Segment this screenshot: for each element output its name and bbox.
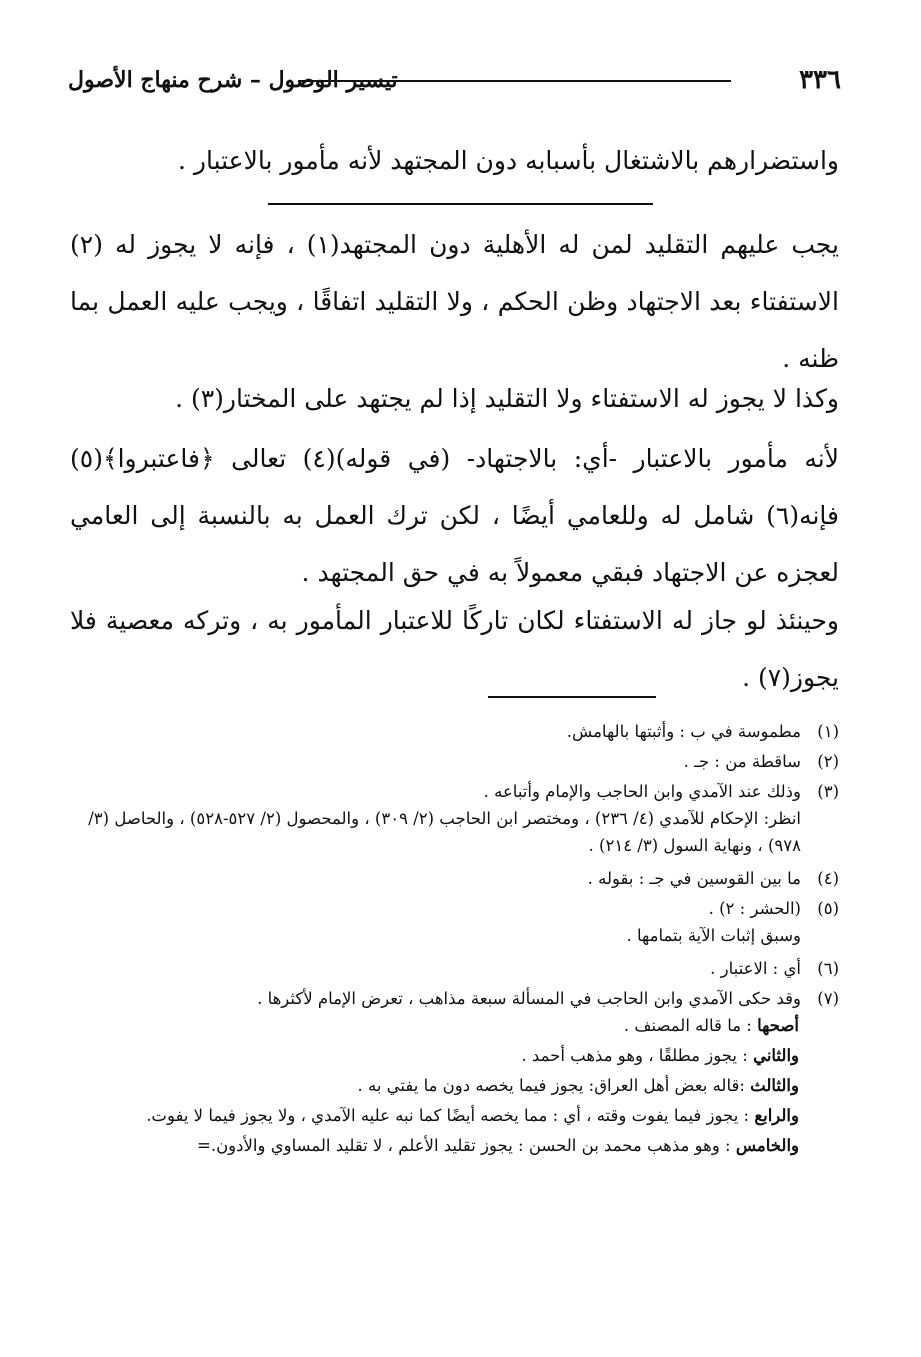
header-rule <box>298 80 731 82</box>
footnote-number: (٣) <box>817 782 839 801</box>
footnote-number: (٥) <box>817 899 839 918</box>
page-header <box>68 60 841 100</box>
footnotes <box>70 718 839 1159</box>
footnote-number: (٢) <box>817 752 839 771</box>
footnote-number: (٤) <box>817 869 839 888</box>
footnote-7-opinion-2 <box>70 1042 839 1069</box>
footnote-4 <box>70 865 839 892</box>
section-divider <box>268 203 653 205</box>
opinion-label: والخامس <box>735 1136 799 1155</box>
paragraph-3: وكذا لا يجوز له الاستفتاء ولا التقليد إذا لم يجتهد على المختار(٣) . <box>175 384 839 413</box>
footnote-number: (١) <box>817 722 839 741</box>
footnote-7-opinion-4 <box>70 1102 839 1129</box>
footnote-text: مطموسة في ب : وأثبتها بالهامش. <box>566 722 801 741</box>
page-number: ٣٣٦ <box>799 65 841 95</box>
footnote-7-opinion-3 <box>70 1072 839 1099</box>
footnote-number: (٦) <box>817 959 839 978</box>
footnote-divider <box>488 696 656 698</box>
footnote-text: أي : الاعتبار . <box>710 959 801 978</box>
footnote-text: ساقطة من : جـ . <box>683 752 801 771</box>
footnote-7-opinion-5 <box>70 1132 839 1159</box>
footnote-text: ما بين القوسين في جـ : بقوله . <box>587 869 801 888</box>
paragraph-1: واستضرارهم بالاشتغال بأسبابه دون المجتهد لأنه مأمور بالاعتبار . <box>178 146 839 175</box>
paragraph-2: يجب عليهم التقليد لمن له الأهلية دون المجتهد(١) ، فإنه لا يجوز له (٢) الاستفتاء بعد الاجتهاد وظن الحكم ، ولا التقليد اتفاقًا ، ويجب عليه العمل بما ظنه . <box>70 230 839 373</box>
opinion-text: : ما قاله المصنف . <box>623 1016 758 1035</box>
footnote-text: (الحشر : ٢) . <box>708 899 801 918</box>
paragraph-4: لأنه مأمور بالاعتبار -أي: بالاجتهاد- (في قوله)(٤) تعالى ﴿فاعتبروا﴾(٥) فإنه(٦) شامل له وللعامي أيضًا ، لكن ترك العمل به بالنسبة إلى العامي لعجزه عن الاجتهاد فبقي معمولاً به في حق المجتهد . <box>70 444 839 587</box>
opinion-text: : يجوز فيما يفوت وقته ، أي : مما يخصه أيضًا كما نبه عليه الآمدي ، ولا يجوز فيما لا يفوت. <box>146 1106 755 1125</box>
paragraph-5: وحينئذ لو جاز له الاستفتاء لكان تاركًا للاعتبار المأمور به ، وتركه معصية فلا يجوز(٧) . <box>70 606 839 692</box>
opinion-label: والثالث <box>750 1076 799 1095</box>
footnote-3-references: انظر: الإحكام للآمدي (٤/ ٢٣٦) ، ومختصر ابن الحاجب (٢/ ٣٠٩) ، والمحصول (٢/ ٥٢٧-٥٢٨) ، والحاصل (٣/ ٩٧٨) ، ونهاية السول (٣/ ٢١٤) . <box>88 809 801 855</box>
footnote-text: وذلك عند الآمدي وابن الحاجب والإمام وأتباعه . <box>483 782 801 801</box>
footnote-2 <box>70 748 839 775</box>
opinion-text: :قاله بعض أهل العراق: يجوز فيما يخصه دون ما يفتي به . <box>357 1076 751 1095</box>
running-title: تيسير الوصول – شرح منهاج الأصول <box>68 67 398 93</box>
footnote-5-note: وسبق إثبات الآية بتمامها . <box>626 926 801 945</box>
footnote-3 <box>70 778 839 805</box>
opinion-label: أصحها <box>757 1016 799 1035</box>
footnote-number: (٧) <box>817 989 839 1008</box>
footnote-7 <box>70 985 839 1012</box>
opinion-text: : يجوز مطلقًا ، وهو مذهب أحمد . <box>521 1046 754 1065</box>
opinion-label: والرابع <box>754 1106 799 1125</box>
footnote-5 <box>70 895 839 922</box>
opinion-label: والثاني <box>753 1046 799 1065</box>
footnote-6 <box>70 955 839 982</box>
footnote-7-opinion-1 <box>70 1012 839 1039</box>
footnote-1 <box>70 718 839 745</box>
footnote-text: وقد حكى الآمدي وابن الحاجب في المسألة سبعة مذاهب ، تعرض الإمام لأكثرها . <box>257 989 801 1008</box>
opinion-text: : وهو مذهب محمد بن الحسن : يجوز تقليد الأعلم ، لا تقليد المساوي والأدون.= <box>197 1136 736 1155</box>
